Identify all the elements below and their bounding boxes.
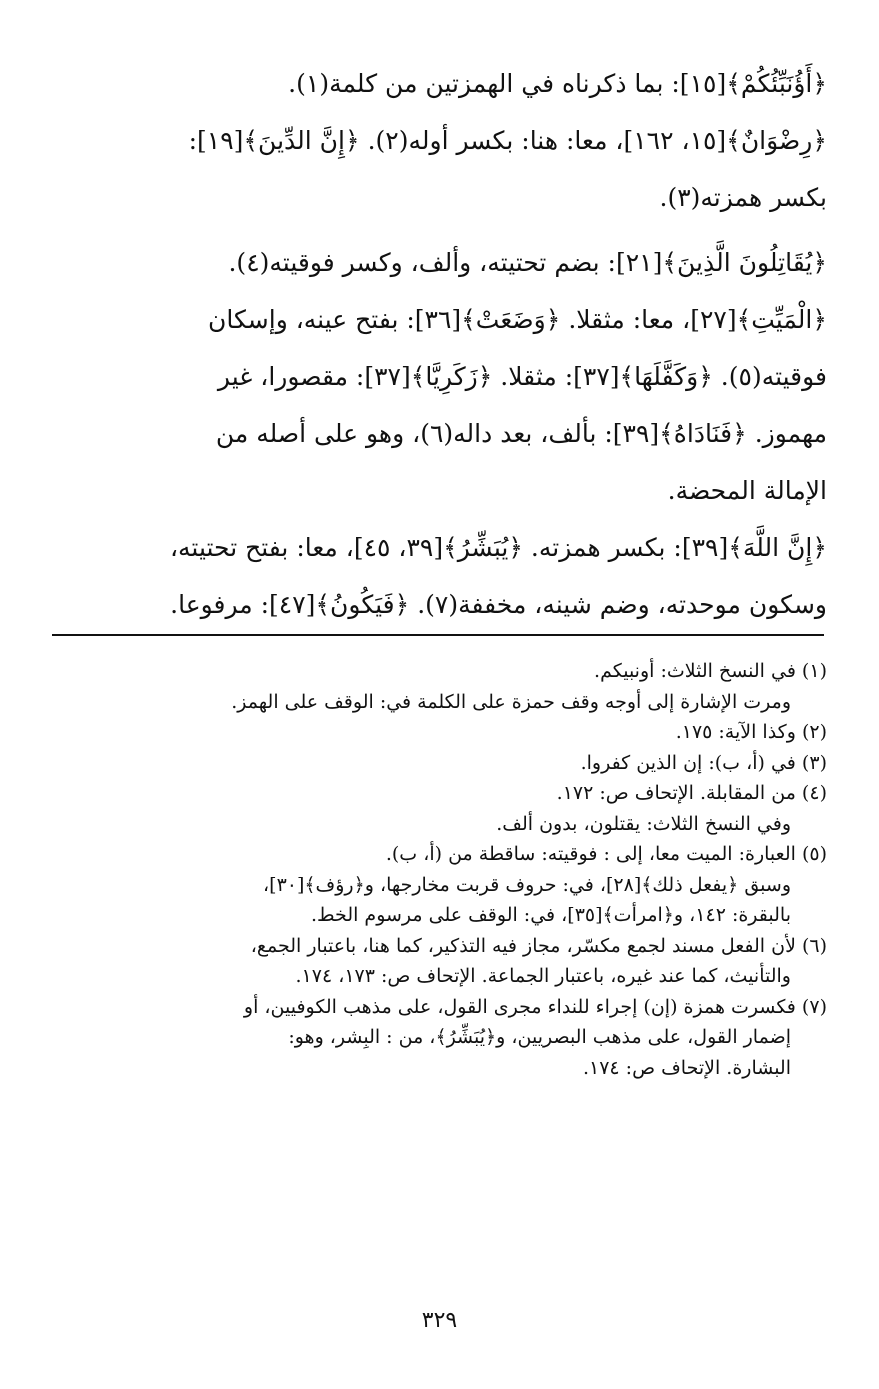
footnote-line: وسبق ﴿يفعل ذلك﴾[٢٨]، في: حروف قربت مخارجها، و﴿رؤف﴾[٣٠]، (263, 873, 791, 896)
text-line: ﴿يُقَاتِلُونَ الَّذِينَ﴾[٢١]: بضم تحتيته، وألف، وكسر فوقيته(٤). (228, 248, 827, 277)
page-number: ٣٢٩ (421, 1308, 458, 1333)
footnote-line: (٧) فكسرت همزة (إن) إجراء للنداء مجرى القول، على مذهب الكوفيين، أو (243, 995, 827, 1018)
text-line: ﴿إِنَّ اللَّهَ﴾[٣٩]: بكسر همزته. ﴿يُبَشِّرُ﴾[٣٩، ٤٥]، معا: بفتح تحتيته، (169, 533, 827, 562)
footnote-line: إضمار القول، على مذهب البصريين، و﴿يُبَشِّرُ﴾، من : البِشر، وهو: (288, 1026, 791, 1048)
footnote-line: (٢) وكذا الآية: ١٧٥. (675, 721, 827, 743)
text-line: الإمالة المحضة. (667, 476, 827, 505)
paragraph-3 (55, 519, 827, 633)
text-line: مهموز. ﴿فَنَادَاهُ﴾[٣٩]: بألف، بعد داله(٦)، وهو على أصله من (215, 419, 827, 448)
footnote-divider (52, 634, 824, 636)
text-line: ﴿أَؤُنَبِّئُكُمْ﴾[١٥]: بما ذكرناه في الهمزتين من كلمة(١). (288, 69, 827, 98)
footnote-line: (٥) العبارة: الميت معا، إلى : فوقيته: ساقطة من (أ، ب). (385, 843, 827, 865)
paragraph-1 (55, 55, 827, 226)
footnote-line: (٦) لأن الفعل مسند لجمع مكسّر، مجاز فيه التذكير، كما هنا، باعتبار الجمع، (250, 934, 827, 957)
text-line: ﴿الْمَيِّتِ﴾[٢٧]، معا: مثقلا. ﴿وَضَعَتْ﴾[٣٦]: بفتح عينه، وإسكان (208, 305, 827, 334)
text-line: بكسر همزته(٣). (659, 183, 827, 212)
footnote-line: (٣) في (أ، ب): إن الذين كفروا. (580, 751, 827, 774)
footnote-line: (١) في النسخ الثلاث: أونبيكم. (594, 660, 827, 682)
footnotes (55, 656, 827, 1083)
footnote-line: والتأنيث، كما عند غيره، باعتبار الجماعة. الإتحاف ص: ١٧٣، ١٧٤. (295, 965, 791, 987)
footnote-line: ومرت الإشارة إلى أوجه وقف حمزة على الكلمة في: الوقف على الهمز. (231, 690, 791, 713)
footnote-line: بالبقرة: ١٤٢، و﴿امرأت﴾[٣٥]، في: الوقف على مرسوم الخط. (310, 904, 791, 926)
text-line: وسكون موحدته، وضم شينه، مخففة(٧). ﴿فَيَكُونُ﴾[٤٧]: مرفوعا. (170, 590, 827, 619)
text-line: فوقيته(٥). ﴿وَكَفَّلَهَا﴾[٣٧]: مثقلا. ﴿زَكَرِيَّا﴾[٣٧]: مقصورا، غير (217, 362, 827, 391)
text-line: ﴿رِضْوَانٌ﴾[١٥، ١٦٢]، معا: هنا: بكسر أوله(٢). ﴿إِنَّ الدِّينَ﴾[١٩]: (188, 126, 827, 155)
paragraph-2 (55, 234, 827, 519)
footnote-line: (٤) من المقابلة. الإتحاف ص: ١٧٢. (556, 782, 827, 804)
footnote-line: وفي النسخ الثلاث: يقتلون، بدون ألف. (496, 812, 791, 835)
footnote-line: البشارة. الإتحاف ص: ١٧٤. (582, 1056, 791, 1079)
